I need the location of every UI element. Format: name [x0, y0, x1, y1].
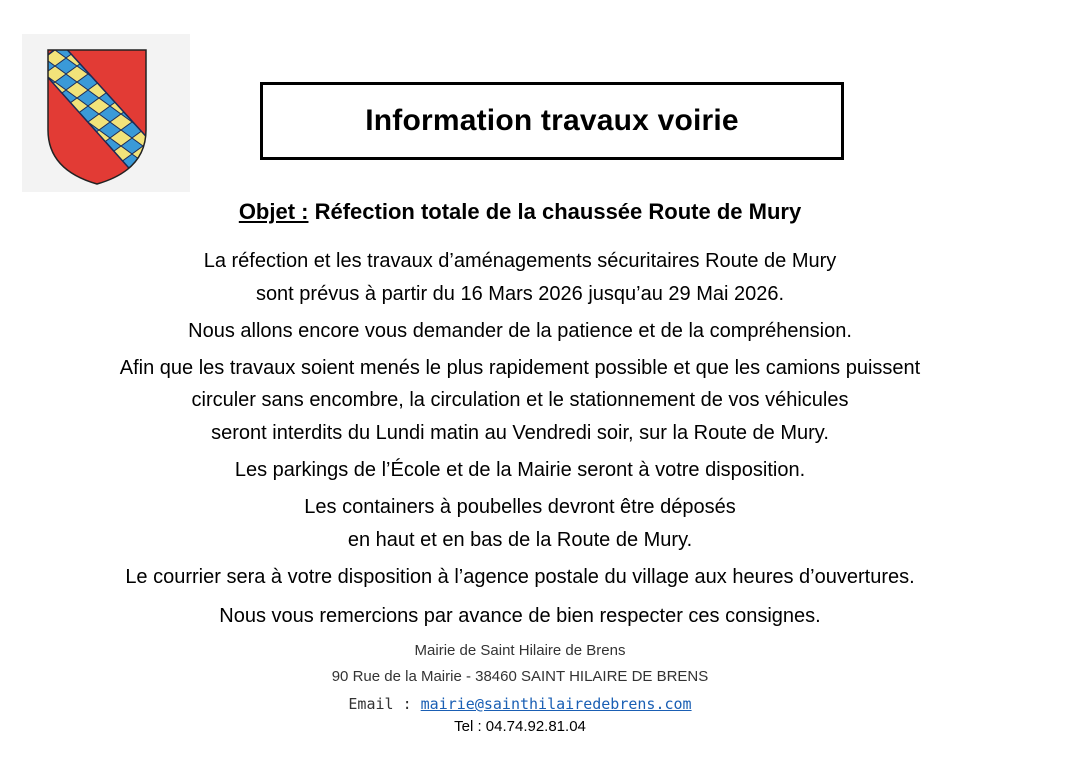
objet-text: Réfection totale de la chaussée Route de Mury: [314, 199, 802, 224]
paragraph-line: La réfection et les travaux d’aménagements sécuritaires Route de Mury: [203, 250, 837, 272]
paragraph-line: seront interdits du Lundi matin au Vendredi soir, sur la Route de Mury.: [211, 422, 829, 444]
coat-of-arms: [22, 34, 190, 192]
paragraph-line: circuler sans encombre, la circulation et le stationnement de vos véhicules: [191, 389, 849, 411]
paragraph-line: en haut et en bas de la Route de Mury.: [347, 529, 693, 551]
objet-label: Objet :: [238, 199, 309, 224]
footer-tel: Tel : 04.74.92.81.04: [454, 718, 586, 735]
objet-line: [0, 199, 1040, 225]
paragraph-line: sont prévus à partir du 16 Mars 2026 jusqu’au 29 Mai 2026.: [255, 283, 785, 305]
paragraph-line: Les containers à poubelles devront être déposés: [304, 496, 736, 518]
paragraph-line: Nous vous remercions par avance de bien respecter ces consignes.: [219, 605, 821, 627]
paragraph-line: Les parkings de l’École et de la Mairie seront à votre disposition.: [234, 459, 806, 481]
paragraph-line: Le courrier sera à votre disposition à l’agence postale du village aux heures d’ouvertures.: [125, 566, 915, 588]
footer-address: 90 Rue de la Mairie - 38460 SAINT HILAIRE DE BRENS: [331, 668, 709, 685]
paragraph-line: Afin que les travaux soient menés le plus rapidement possible et que les camions puissent: [119, 357, 921, 379]
email-link[interactable]: mairie@sainthilairedebrens.com: [420, 695, 692, 713]
email-label: Email :: [348, 695, 421, 713]
coat-of-arms-icon: [22, 34, 190, 192]
footer-name: Mairie de Saint Hilaire de Brens: [414, 642, 626, 659]
footer-email-line: [0, 695, 1040, 713]
page-title: Information travaux voirie: [365, 104, 739, 137]
paragraph-line: Nous allons encore vous demander de la patience et de la compréhension.: [188, 320, 852, 342]
title-box: [260, 82, 844, 160]
